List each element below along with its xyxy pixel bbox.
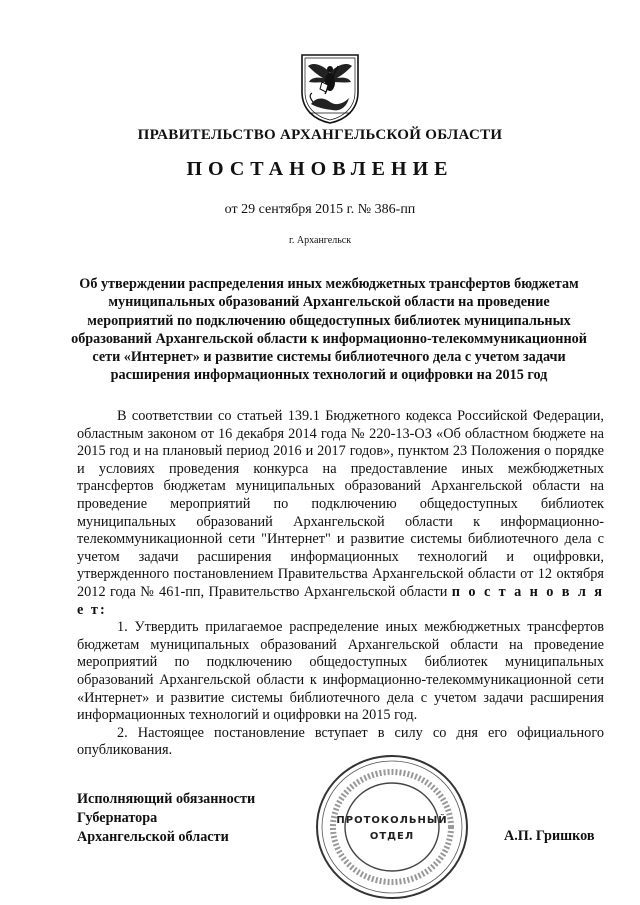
decree-body bbox=[77, 408, 604, 760]
position-line-2: Губернатора bbox=[77, 810, 158, 826]
item-1-paragraph: 1. Утвердить прилагаемое распределение иных межбюджетных трансфертов бюджетам муниципальных образований Архангельской области на проведение мероприятий по подключению общедоступных библиотек муниципальных образований Архангельской области к информационно-телекоммуникационной сети «Интернет» и развитие системы библиотечного дела с учетом задачи расширения информационных технологий и оцифровки на 2015 год. bbox=[77, 619, 604, 724]
date-and-number: от 29 сентября 2015 г. № 386-пп bbox=[224, 202, 416, 217]
intro-text: В соответствии со статьей 139.1 Бюджетного кодекса Российской Федерации, областным законом от 16 декабря 2014 года № 220-13-ОЗ «Об областном бюджете на 2015 год и на плановый период 2016 и 2017 годов», пунктом 23 Положения о порядке и условиях проведения конкурса на предоставление иных межбюджетных трансфертов бюджетам муниципальных образований Архангельской области на проведение мероприятий по подключению общедоступных библиотек муниципальных образований Архангельской области к информационно-телекоммуникационной сети "Интернет" и развитие системы библиотечного дела с учетом задачи расширения информационных технологий и оцифровки, утвержденного постановлением Правительства Архангельской области от 12 октября 2012 года № 461-пп, Правительство Архангельской области bbox=[77, 408, 604, 600]
signatory-name: А.П. Гришков bbox=[504, 828, 595, 844]
position-line-1: Исполняющий обязанности bbox=[77, 791, 256, 807]
official-seal-stamp bbox=[313, 753, 471, 901]
decree-title: Об утверждении распределения иных межбюджетных трансфертов бюджетам муниципальных образований Архангельской области на проведение мероприятий по подключению общедоступных библиотек муниципальных образований Архангельской области к информационно-телекоммуникационной сети «Интернет» и развитие системы библиотечного дела с учетом задачи расширения информационных технологий и оцифровки на 2015 год bbox=[71, 276, 587, 384]
position-line-3: Архангельской области bbox=[77, 829, 229, 845]
intro-paragraph bbox=[77, 408, 604, 619]
coat-of-arms-emblem bbox=[299, 52, 361, 124]
stamp-line-2: ОТДЕЛ bbox=[369, 831, 415, 842]
stamp-line-1: ПРОТОКОЛЬНЫЙ bbox=[336, 815, 448, 826]
decree-word: п о с т а н о в л я е т: bbox=[77, 583, 604, 618]
item-2-paragraph: 2. Настоящее постановление вступает в силу со дня его официального опубликования. bbox=[77, 724, 604, 759]
government-name: ПРАВИТЕЛЬСТВО АРХАНГЕЛЬСКОЙ ОБЛАСТИ bbox=[137, 127, 503, 143]
city-name: г. Архангельск bbox=[288, 235, 352, 246]
document-type-title: ПОСТАНОВЛЕНИЕ bbox=[186, 158, 454, 180]
signatory-position bbox=[77, 790, 255, 847]
